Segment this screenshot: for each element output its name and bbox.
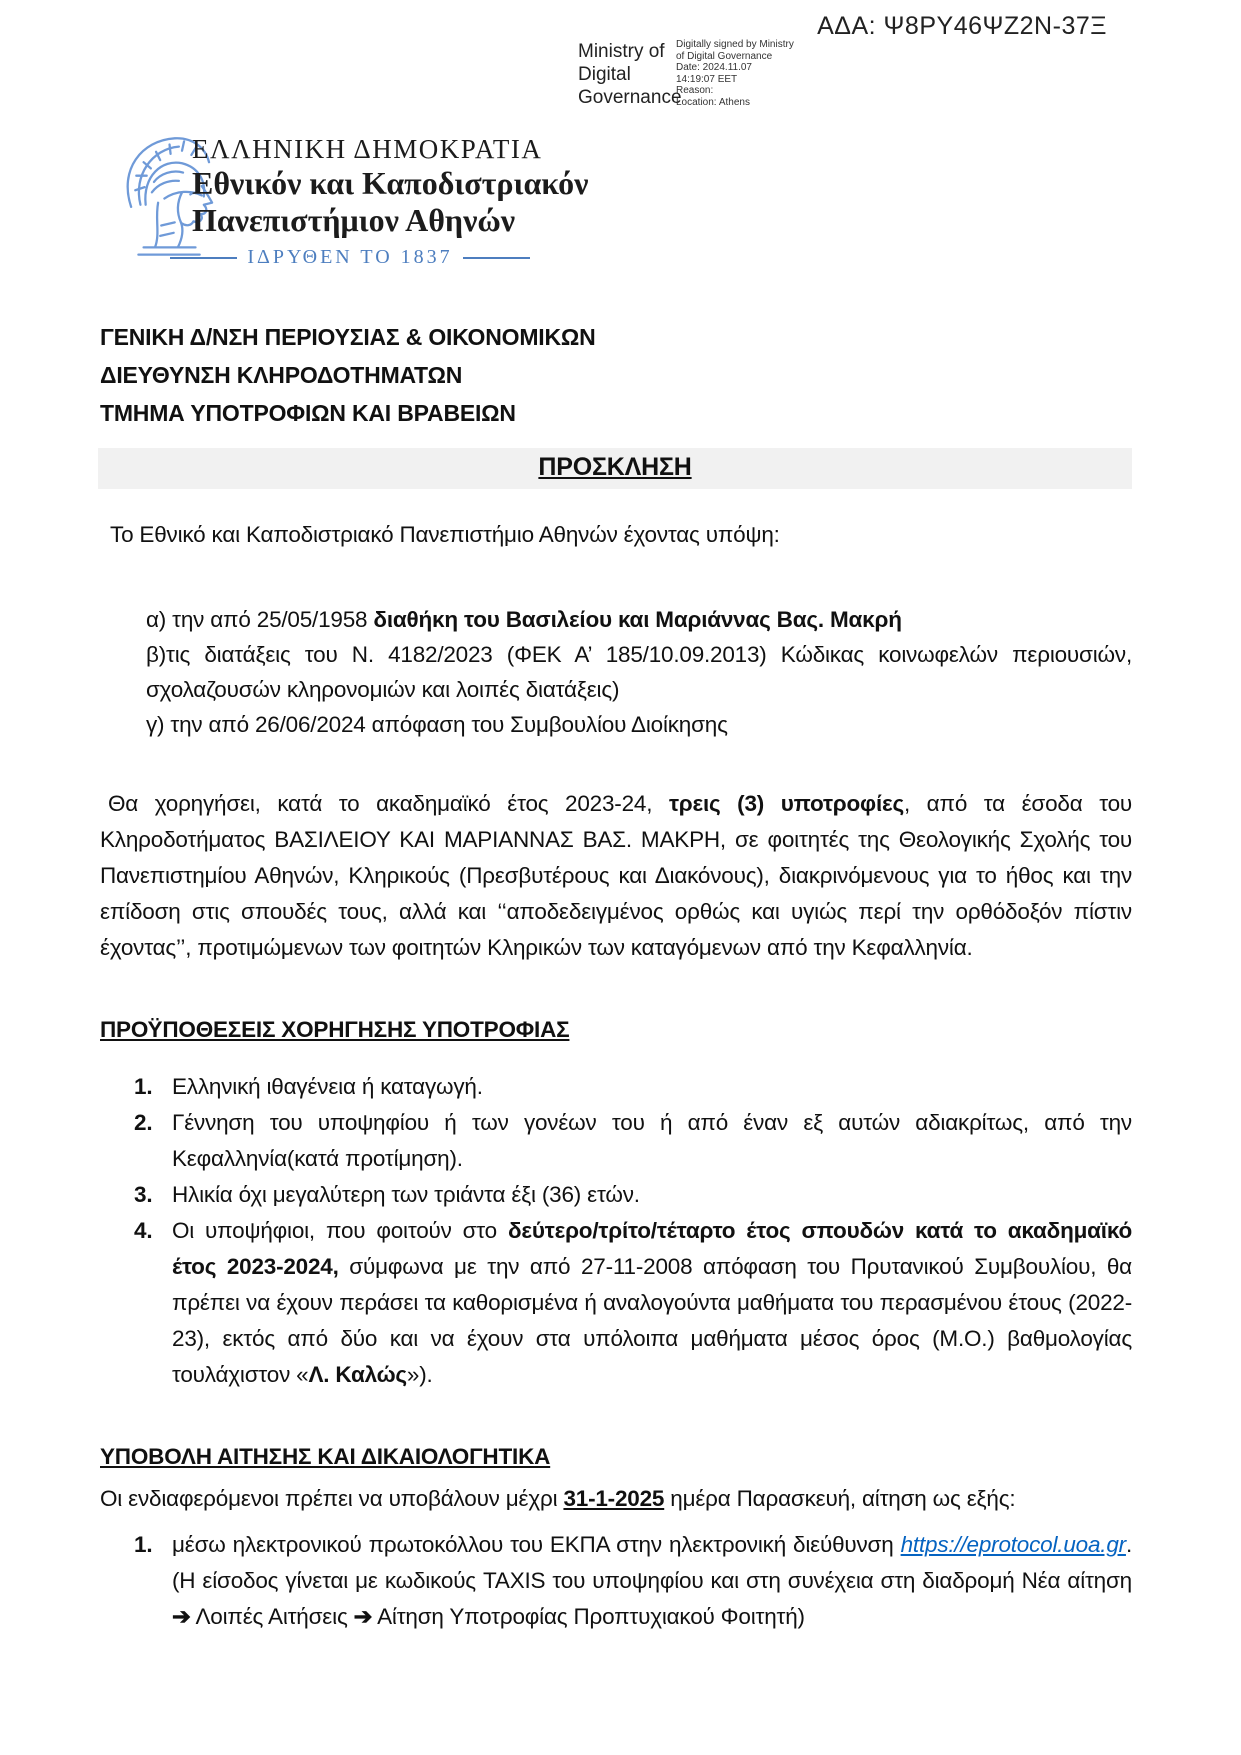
- text-segment: . (Η είσοδος γίνεται με κωδικούς TAXIS του υποψηφίου και στη συνέχεια στη διαδρομή Νέα αίτηση: [172, 1532, 1132, 1593]
- considerations-block: [100, 602, 1132, 742]
- list-item-number: 2.: [134, 1110, 153, 1135]
- text-segment: μέσω ηλεκτρονικού πρωτοκόλλου του ΕΚΠΑ στην ηλεκτρονική διεύθυνση: [172, 1532, 901, 1557]
- list-item-number: 1.: [134, 1532, 153, 1557]
- signature-details: [676, 39, 794, 108]
- signature-detail-line: Digitally signed by Ministry: [676, 39, 794, 50]
- text-segment: Λοιπές Αιτήσεις: [190, 1604, 354, 1629]
- list-item-text: [172, 1213, 1132, 1393]
- text-segment: 31-1-2025: [563, 1486, 665, 1511]
- requirements-heading: ΠΡΟΫΠΟΘΕΣΕΙΣ ΧΟΡΗΓΗΣΗΣ ΥΠΟΤΡΟΦΙΑΣ: [100, 1017, 570, 1042]
- text-segment: Οι υποψήφιοι, που φοιτούν στο: [172, 1218, 508, 1243]
- text-segment: ημέρα Παρασκευή, αίτηση ως εξής:: [664, 1486, 1016, 1511]
- hellenic-republic-label: ΕΛΛΗΝΙΚΗ ΔΗΜΟΚΡΑΤΙΑ: [192, 134, 543, 164]
- text-segment: Ηλικία όχι μεγαλύτερη των τριάντα έξι (36) ετών.: [172, 1182, 640, 1207]
- ada-code: ΑΔΑ: Ψ8ΡΥ46ΨΖ2Ν-37Ξ: [817, 12, 1107, 40]
- requirements-list: [100, 1069, 1132, 1393]
- eprotocol-link[interactable]: https://eprotocol.uoa.gr: [900, 1532, 1126, 1557]
- list-item-number: 1.: [134, 1074, 153, 1099]
- text-segment: γ) την από 26/06/2024 απόφαση του Συμβουλίου Διοίκησης: [146, 712, 728, 737]
- ministry-name-line: Governance: [578, 87, 682, 108]
- list-item: [100, 1105, 1132, 1177]
- university-name-line2: Πανεπιστήμιον Αθηνών: [192, 202, 516, 238]
- department-line: ΤΜΗΜΑ ΥΠΟΤΡΟΦΙΩΝ ΚΑΙ ΒΡΑΒΕΙΩΝ: [100, 400, 516, 426]
- intro-paragraph: Το Εθνικό και Καποδιστριακό Πανεπιστήμιο Αθηνών έχοντας υπόψη:: [110, 522, 780, 547]
- award-paragraph: [100, 786, 1132, 966]
- founded-label: ΙΔΡΥΘΕΝ ΤΟ 1837: [247, 246, 453, 268]
- founded-rule-right: [463, 257, 530, 259]
- ministry-name-line: Digital: [578, 64, 631, 85]
- signature-detail-line: Date: 2024.11.07: [676, 62, 752, 73]
- founded-rule-left: [170, 257, 237, 259]
- submission-list: [100, 1527, 1132, 1635]
- text-segment: Αίτηση Υποτροφίας Προπτυχιακού Φοιτητή): [372, 1604, 805, 1629]
- text-segment: »).: [406, 1362, 433, 1387]
- list-item-number: 4.: [134, 1218, 153, 1243]
- list-item-text: [172, 1105, 1132, 1177]
- consideration-a: [146, 602, 1132, 637]
- document-body: [100, 318, 1132, 1635]
- ministry-name-line: Ministry of: [578, 41, 665, 62]
- department-line: ΔΙΕΥΘΥΝΣΗ ΚΛΗΡΟΔΟΤΗΜΑΤΩΝ: [100, 362, 463, 388]
- list-item-text: [172, 1177, 1132, 1213]
- text-segment: ➔: [353, 1604, 373, 1629]
- department-line: ΓΕΝΙΚΗ Δ/ΝΣΗ ΠΕΡΙΟΥΣΙΑΣ & ΟΙΚΟΝΟΜΙΚΩΝ: [100, 324, 596, 350]
- text-segment: διαθήκη του Βασιλείου και Μαριάννας Βας. Μακρή: [373, 607, 902, 632]
- document-title: ΠΡΟΣΚΛΗΣΗ: [538, 453, 692, 481]
- list-item: [100, 1177, 1132, 1213]
- text-segment: Ελληνική ιθαγένεια ή καταγωγή.: [172, 1074, 483, 1099]
- list-item-text: [172, 1527, 1132, 1635]
- university-name-line1: Εθνικόν και Καποδιστριακόν: [192, 165, 589, 201]
- signature-detail-line: Location: Athens: [676, 96, 750, 108]
- list-item: [100, 1213, 1132, 1393]
- consideration-c: [146, 707, 1132, 742]
- signature-detail-line: 14:19:07 EET: [676, 73, 738, 85]
- submission-heading: ΥΠΟΒΟΛΗ ΑΙΤΗΣΗΣ ΚΑΙ ΔΙΚΑΙΟΛΟΓΗΤΙΚΑ: [100, 1444, 551, 1469]
- text-segment: δεύτερο/τρίτο/τέταρτο έτος σπουδών κατά το ακαδημαϊκό έτος 2023-2024,: [172, 1218, 1132, 1279]
- text-segment: σύμφωνα με την από 27-11-2008 απόφαση του Πρυτανικού Συμβουλίου, θα πρέπει να έχουν περάσει τα καθορισμένα ή αναλογούντα μαθήματα του περασμένου έτους (2022-23), εκτός από δύο και να έχουν στα υπόλοιπα μαθήματα μέσος όρος (Μ.Ο.) βαθμολογίας τουλάχιστον «: [172, 1254, 1132, 1387]
- list-item-number: 3.: [134, 1182, 153, 1207]
- text-segment: α) την από 25/05/1958: [146, 607, 374, 632]
- list-item-text: [172, 1069, 1132, 1105]
- text-segment: Γέννηση του υποψηφίου ή των γονέων του ή από έναν εξ αυτών αδιακρίτως, από την Κεφαλληνία(κατά προτίμηση).: [172, 1110, 1132, 1171]
- submission-intro: [100, 1480, 1132, 1517]
- emblem-text: [192, 134, 588, 239]
- text-segment: Θα χορηγήσει, κατά το ακαδημαϊκό έτος 2023-24,: [108, 791, 669, 816]
- list-item: [100, 1069, 1132, 1105]
- ministry-signature-name: [578, 40, 682, 109]
- list-item: [100, 1527, 1132, 1635]
- founded-row: [170, 246, 530, 269]
- text-segment: τρεις (3) υποτροφίες: [668, 791, 904, 816]
- consideration-b: [146, 637, 1132, 707]
- text-segment: ➔: [172, 1604, 191, 1629]
- text-segment: β)τις διατάξεις του Ν. 4182/2023 (ΦΕΚ Α’ 185/10.09.2013) Κώδικας κοινωφελών περιουσιών, σχολαζουσών κληρονομιών και λοιπές διατάξεις): [146, 642, 1132, 702]
- signature-detail-line: Reason:: [676, 85, 714, 96]
- title-bar: [98, 448, 1132, 489]
- text-segment: , από τα έσοδα του Κληροδοτήματος ΒΑΣΙΛΕΙΟΥ ΚΑΙ ΜΑΡΙΑΝΝΑΣ ΒΑΣ. ΜΑΚΡΗ, σε φοιτητές της Θεολογικής Σχολής του Πανεπιστημίου Αθηνών, Κληρικούς (Πρεσβυτέρους και Διακόνους), διακρινόμενους για το ήθος και την επίδοση στις σπουδές τους, αλλά και ‘‘αποδεδειγμένος ορθώς και υγιώς περί την ορθόδοξόν πίστιν έχοντας’’, προτιμώμενων των φοιτητών Κληρικών των καταγόμενων από την Κεφαλληνία.: [100, 791, 1133, 960]
- signature-detail-line: of Digital Governance: [676, 50, 773, 62]
- text-segment: Οι ενδιαφερόμενοι πρέπει να υποβάλουν μέχρι: [100, 1486, 564, 1511]
- text-segment: Λ. Καλώς: [308, 1362, 407, 1387]
